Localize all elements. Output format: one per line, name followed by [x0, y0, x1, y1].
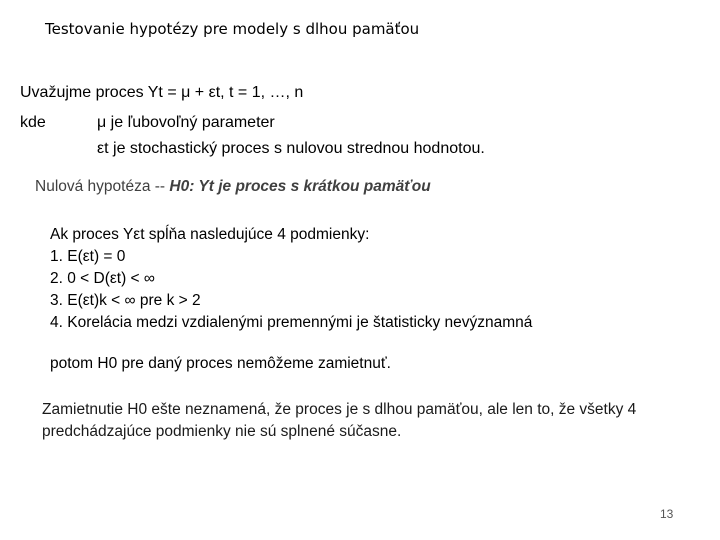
conditions-intro: Ak proces Yεt spĺňa nasledujúce 4 podmienky: — [50, 226, 370, 243]
condition-1: 1. E(εt) = 0 — [50, 248, 126, 265]
mu-definition: μ je ľubovoľný parameter — [97, 114, 275, 131]
conclusion: potom H0 pre daný proces nemôžeme zamietnuť. — [50, 355, 391, 372]
note-line-2: predchádzajúce podmienky nie sú splnené súčasne. — [42, 423, 402, 440]
null-hypothesis-prefix: Nulová hypotéza -- — [35, 178, 170, 195]
note-line-1: Zamietnutie H0 ešte neznamená, že proces je s dlhou pamäťou, ale len to, že všetky 4 — [42, 401, 637, 418]
epsilon-definition: εt je stochastický proces s nulovou strednou hodnotou. — [97, 140, 485, 157]
condition-4: 4. Korelácia medzi vzdialenými premennými je štatisticky nevýznamná — [50, 314, 533, 331]
page-number: 13 — [660, 507, 674, 521]
condition-3: 3. E(εt)k < ∞ pre k > 2 — [50, 292, 201, 309]
null-hypothesis — [35, 178, 431, 196]
null-hypothesis-statement: H0: Yt je proces s krátkou pamäťou — [169, 178, 431, 195]
condition-2: 2. 0 < D(εt) < ∞ — [50, 270, 155, 287]
slide-title: Testovanie hypotézy pre modely s dlhou pamäťou — [45, 20, 420, 38]
where-label: kde — [20, 114, 46, 131]
process-definition: Uvažujme proces Yt = μ + εt, t = 1, …, n — [20, 84, 304, 101]
